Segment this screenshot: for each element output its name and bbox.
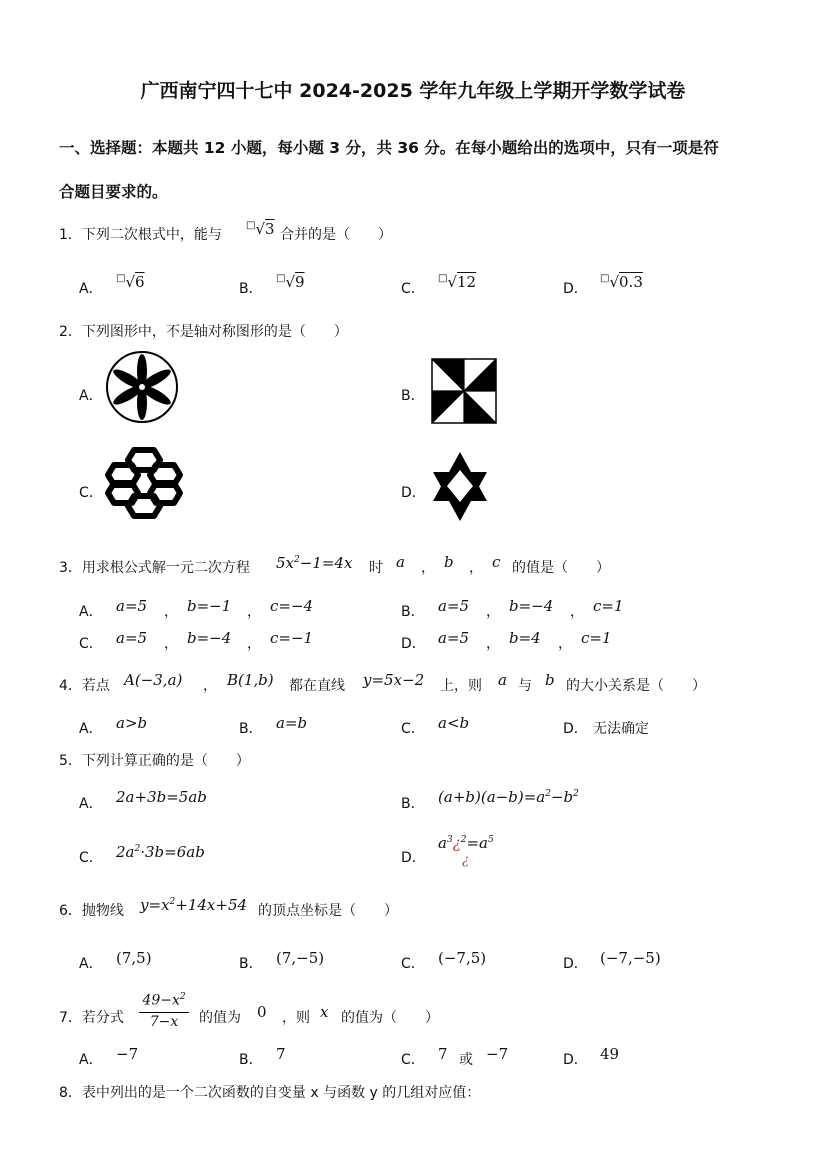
q7-stem-a: 7．若分式 [59,1010,124,1026]
q7-option-a-label: A． [79,1052,103,1068]
q3-option-c-c: c=−1 [270,629,314,647]
q6-option-a-label: A． [79,956,103,972]
q4-point-a: A(−3,a) [124,671,183,689]
q4-option-a-label: A． [79,721,103,737]
q3-option-d-c: c=1 [581,629,612,647]
q6-option-a-value: (7,5) [116,949,152,967]
q7-stem-d: 的值为（ ） [341,1010,439,1026]
q7-stem-b: 的值为 [199,1010,241,1026]
q5-option-d-value: $a^3¿^2=a^5$ [438,834,494,852]
q4-stem-c: 上，则 [440,678,482,694]
q6-stem-b: 的顶点坐标是（ ） [258,903,398,919]
q1-option-b-value: □√9 [276,273,305,291]
q2-option-c-label: C． [79,485,103,501]
q4-comma: ， [203,678,217,694]
q3-option-a-comma2: ， [247,604,261,620]
q3-stem-a: 3．用求根公式解一元二次方程 [59,560,250,576]
q3-option-c-comma1: ， [164,636,178,652]
q3-comma-1: ， [421,560,435,576]
q3-option-b-a: a=5 [438,597,470,615]
q5-option-d-label: D． [401,850,426,866]
q1-option-c-label: C． [401,281,425,297]
q6-option-d-value: (−7,−5) [600,949,661,967]
q2-figure-b-pinwheel [431,358,497,424]
q3-option-b-c: c=1 [593,597,624,615]
q4-stem-b: 都在直线 [289,678,345,694]
q4-option-c-value: a<b [438,714,470,732]
q3-option-b-label: B． [401,604,425,620]
q3-option-a-c: c=−4 [270,597,314,615]
q5-stem: 5．下列计算正确的是（ ） [59,753,250,769]
q1-radicand: 3 [265,220,275,238]
q3-option-b-comma2: ， [570,604,584,620]
q2-stem: 2．下列图形中，不是轴对称图形的是（ ） [59,324,348,340]
q5-option-b-value: $(a+b)(a-b)=a^2-b^2$ [438,788,579,806]
q2-option-a-label: A． [79,388,103,404]
q7-numerator: $49-x^2$ [142,992,186,1009]
q5-option-c-label: C． [79,850,103,866]
q4-var-a: a [498,671,507,689]
q4-with: 与 [518,678,532,694]
q3-option-c-b: b=−4 [187,629,232,647]
q7-option-c-label: C． [401,1052,425,1068]
q5-option-c-value: $2a^2\cdot 3b=6ab$ [116,843,205,861]
q6-option-c-value: (−7,5) [438,949,487,967]
q1-option-c-value: □√12 [438,273,477,291]
q6-option-d-label: D． [563,956,588,972]
q5-option-a-label: A． [79,796,103,812]
q7-option-d-label: D． [563,1052,588,1068]
q2-option-b-label: B． [401,388,425,404]
q7-option-a-value: −7 [116,1045,139,1063]
q1-option-d-value: □√0.3 [600,273,643,291]
section-heading-line1: 一、选择题：本题共 12 小题，每小题 3 分，共 36 分。在每小题给出的选项中，只有一项是符 [59,139,719,157]
q4-option-b-value: a=b [276,714,308,732]
q3-option-a-comma1: ， [164,604,178,620]
q3-comma-2: ， [469,560,483,576]
q1-option-a-label: A． [79,281,103,297]
q7-var-x: x [320,1003,329,1021]
q7-option-c-value2: −7 [486,1045,509,1063]
q3-stem-b: 时 [369,560,383,576]
q3-option-b-comma1: ， [486,604,500,620]
q4-stem-d: 的大小关系是（ ） [566,678,706,694]
q3-option-c-label: C． [79,636,103,652]
q3-option-c-a: a=5 [116,629,148,647]
q1-stem-b: 合并的是（ ） [280,227,392,243]
q1-option-d-label: D． [563,281,588,297]
q5-option-d-broken-mark: ¿ [462,853,469,868]
q3-option-d-a: a=5 [438,629,470,647]
q5-option-b-label: B． [401,796,425,812]
q3-option-d-comma2: ， [558,636,572,652]
q7-denominator: 7−x [149,1014,179,1030]
q3-stem-c: 的值是（ ） [512,560,610,576]
q5-option-a-value: 2a+3b=5ab [116,788,207,806]
q7-fraction-bar [139,1012,189,1013]
q3-option-a-a: a=5 [116,597,148,615]
q6-option-b-value: (7,−5) [276,949,325,967]
section-heading-line2: 合题目要求的。 [59,183,168,201]
q2-option-d-label: D． [401,485,426,501]
q3-option-a-b: b=−1 [187,597,232,615]
q3-option-d-label: D． [401,636,426,652]
page-title: 广西南宁四十七中 2024-2025 学年九年级上学期开学数学试卷 [140,80,686,102]
q8-stem: 8．表中列出的是一个二次函数的自变量 x 与函数 y 的几组对应值： [59,1085,481,1101]
q2-figure-c-hexagon-ring [104,446,184,520]
q6-option-b-label: B． [239,956,263,972]
q7-option-b-label: B． [239,1052,263,1068]
q4-var-b: b [545,671,555,689]
q1-option-a-value: □√6 [116,273,145,291]
q4-line-eq: y=5x−2 [363,671,425,689]
q2-figure-d-star [429,452,491,522]
q3-var-b: b [444,553,454,571]
q4-option-d-label: D． [563,721,588,737]
q7-option-b-value: 7 [276,1045,286,1063]
q7-stem-c: ，则 [282,1010,310,1026]
q1-radical: □√3 [246,220,275,238]
q3-var-a: a [396,553,405,571]
q2-figure-a-flower [104,349,180,425]
q1-option-b-label: B． [239,281,263,297]
q7-option-c-value: 7 [438,1045,448,1063]
q4-option-a-value: a>b [116,714,148,732]
q6-option-c-label: C． [401,956,425,972]
q7-zero: 0 [257,1003,267,1021]
q3-option-b-b: b=−4 [509,597,554,615]
q1-stem-a: 1．下列二次根式中，能与 [59,227,222,243]
q7-option-d-value: 49 [600,1045,620,1063]
q4-stem-a: 4．若点 [59,678,110,694]
q6-equation: $y=x^2+14x+54$ [140,896,248,914]
q4-option-c-label: C． [401,721,425,737]
q3-equation: $5x^2-1=4x$ [276,554,353,572]
q4-point-b: B(1,b) [227,671,274,689]
q3-var-c: c [492,553,501,571]
q3-option-d-comma1: ， [486,636,500,652]
q3-option-a-label: A． [79,604,103,620]
q7-option-c-or: 或 [459,1052,473,1068]
q4-option-b-label: B． [239,721,263,737]
q3-option-d-b: b=4 [509,629,541,647]
q4-option-d-value: 无法确定 [593,721,649,737]
q6-stem-a: 6．抛物线 [59,903,124,919]
q3-option-c-comma2: ， [247,636,261,652]
